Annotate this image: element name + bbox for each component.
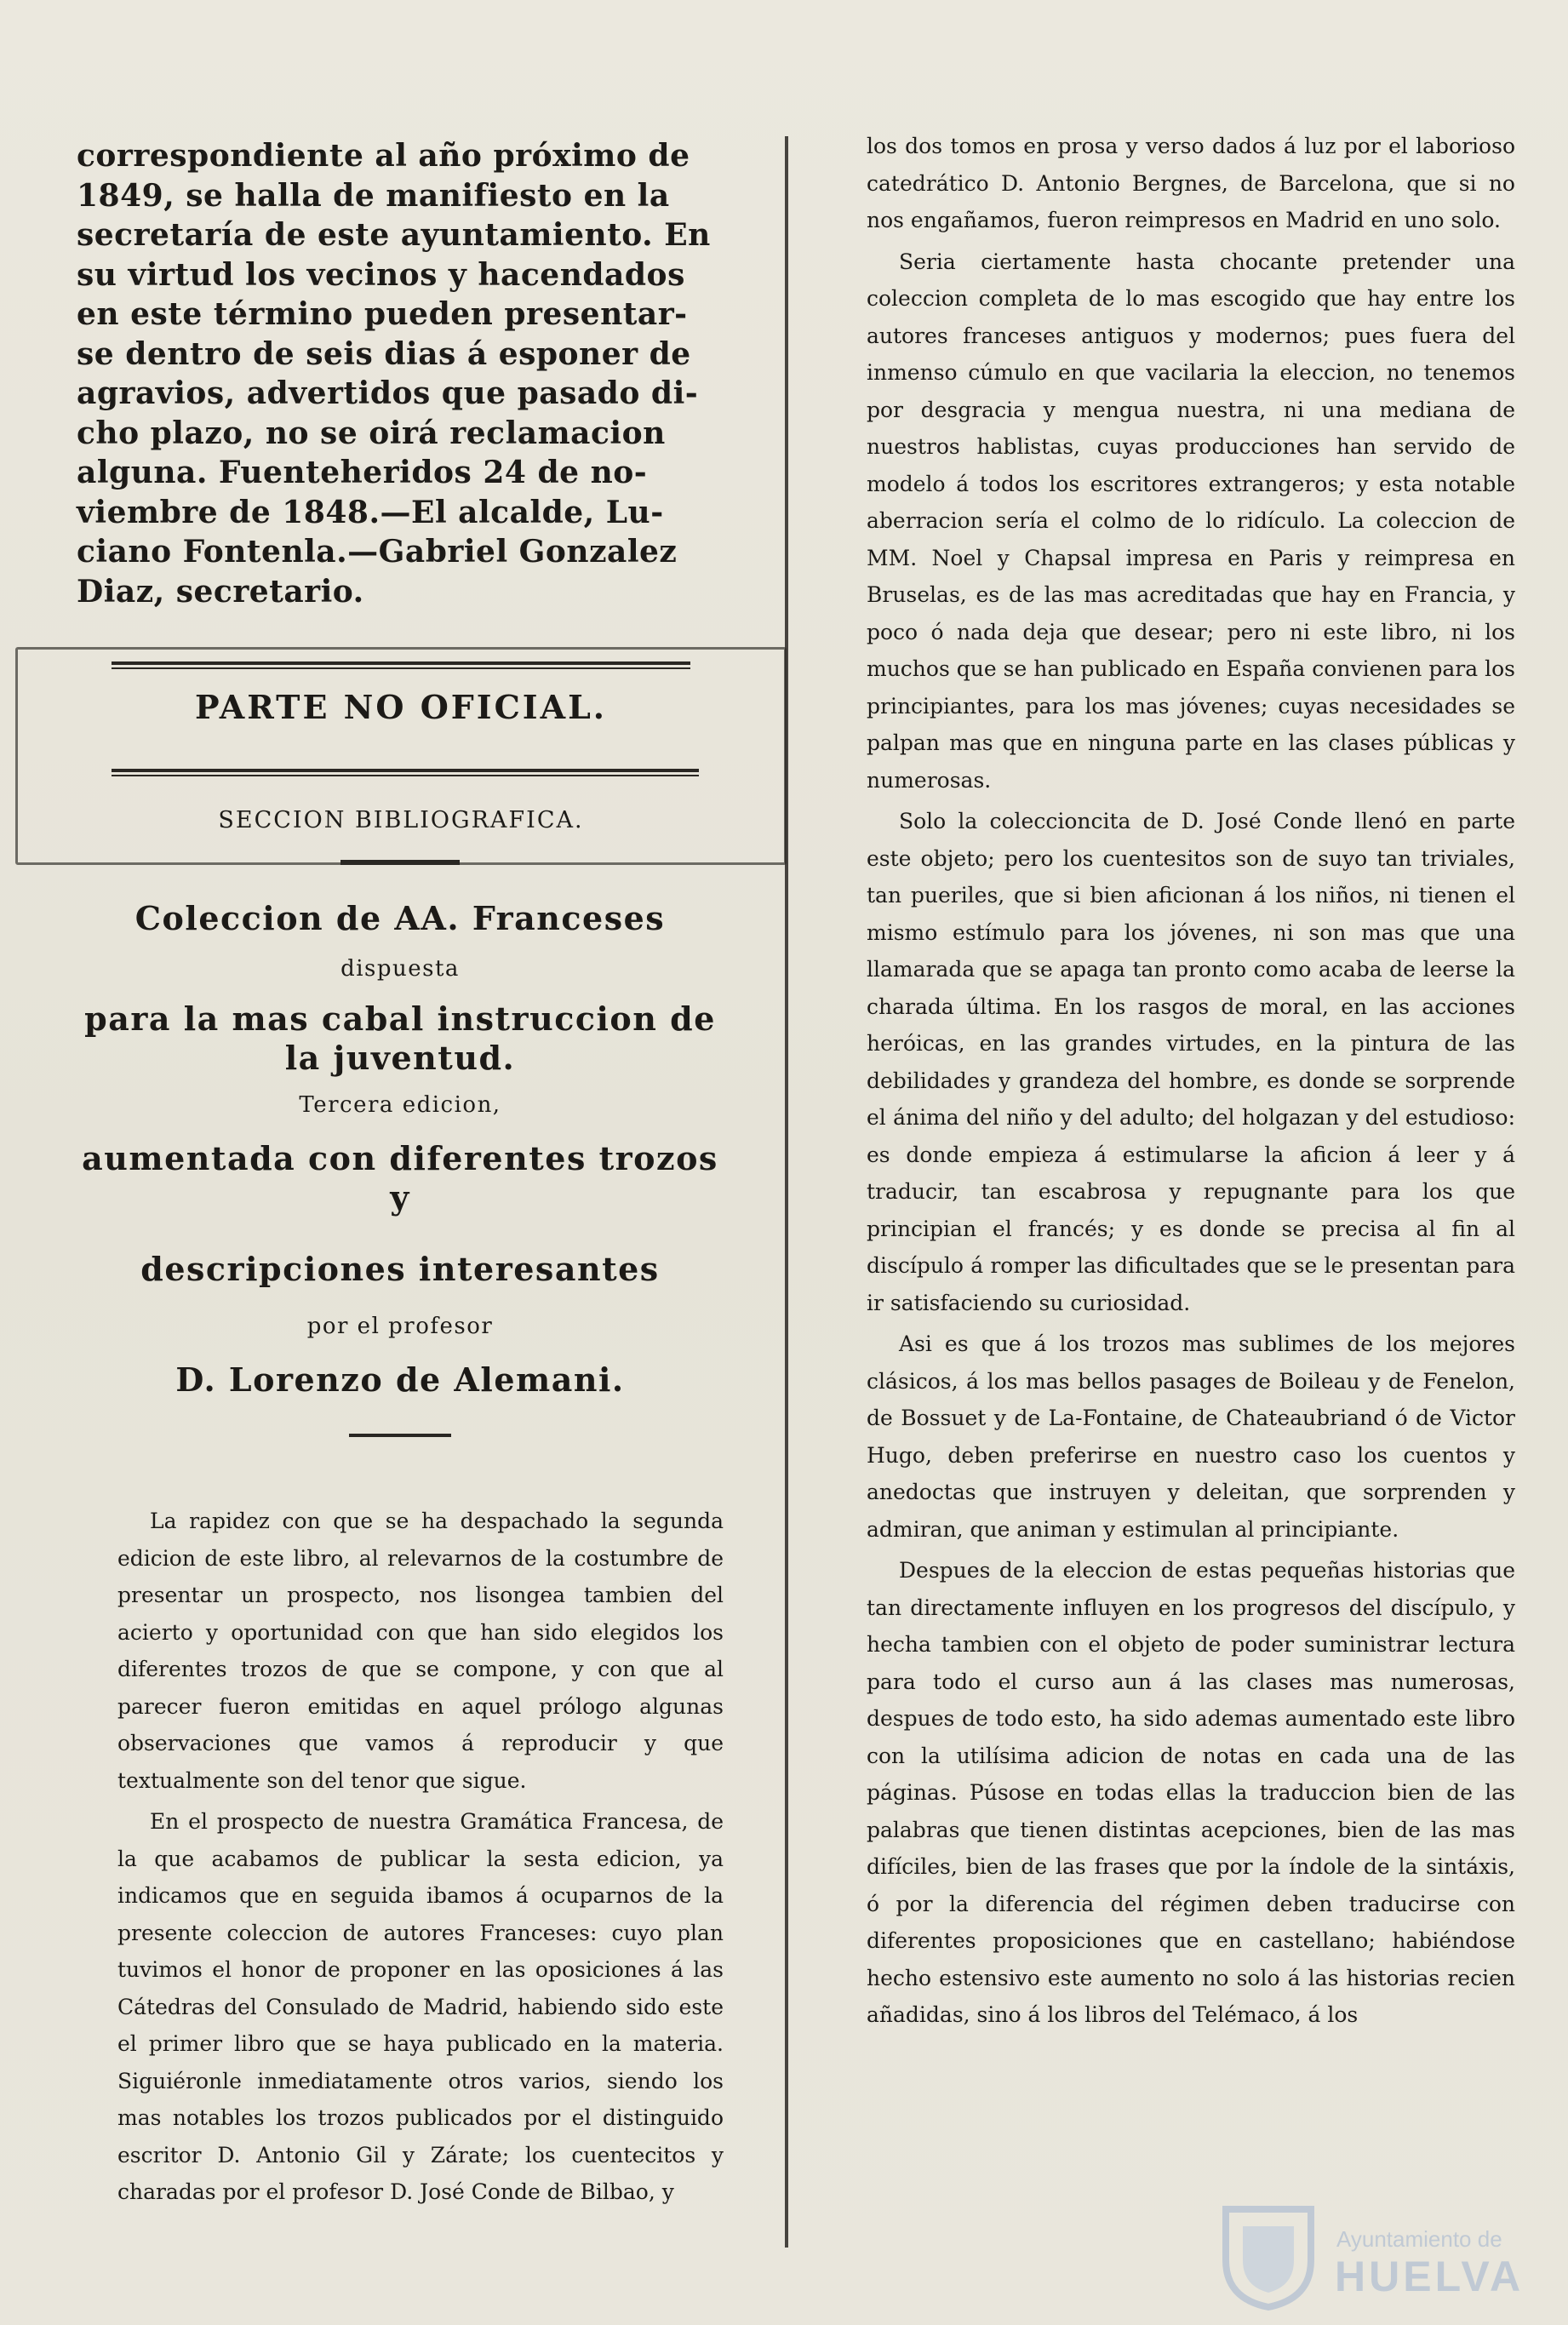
municipal-notice	[77, 136, 724, 611]
banner-title: PARTE NO OFICIAL.	[194, 688, 608, 726]
double-rule	[112, 661, 690, 669]
paragraph: Solo la coleccioncita de D. José Conde llenó en parte este objeto; pero los cuentesitos son de suyo tan triviales, tan pueriles, que si bien aficionan á los niños, ni tienen el mismo estímulo para los jóvenes, ni son mas que una llamarada que se apaga tan pronto como acaba de leerse la charada última. En los rasgos de moral, en las acciones heróicas, en las grandes virtudes, en la pintura de las debilidades y grandeza del hombre, es donde se sorprende el ánima del niño y del adulto; del holgazan y del estudioso: es donde empieza á estimularse la aficion á leer y á traducir, tan escabrosa y repugnante para los que principian el francés; y es donde se precisa al fin al discípulo á romper las dificultades que se le presentan para ir satisfaciendo su curiosidad.	[867, 809, 1515, 1315]
book-announcement	[77, 860, 724, 1437]
right-body-text	[867, 128, 1515, 2038]
notice-line: viembre de 1848.—El alcalde, Lu-	[77, 494, 664, 530]
book-by: por el profesor	[306, 1314, 494, 1339]
notice-line: alguna. Fuenteheridos 24 de no-	[77, 455, 648, 490]
notice-line: secretaría de este ayuntamiento. En	[77, 217, 711, 253]
notice-line: 1849, se halla de manifiesto en la	[77, 177, 670, 214]
section-title: SECCION BIBLIOGRAFICA.	[218, 807, 584, 833]
paragraph: La rapidez con que se ha despachado la segunda edicion de este libro, al relevarnos de la costumbre de presentar un prospecto, nos lisongea tambien del acierto y oportunidad con que han sido elegidos los diferentes trozos de que se compone, y con que al parecer fueron emitidas en aquel prólogo algunas observaciones que vamos á reproducir y que textualmente son del tenor que sigue.	[117, 1509, 724, 1793]
paragraph: Despues de la eleccion de estas pequeñas historias que tan directamente influyen en los progresos del discípulo, y hecha tambien con el objeto de poder suministrar lectura para todo el curso aun á las clases mas numerosas, despues de todo esto, ha sido ademas aumentado este libro con la utilísima adicion de notas en cada una de las páginas. Púsose en todas ellas la traduccion bien de las palabras que tienen distintas acepciones, bien de las mas difíciles, bien de las frases que por la índole de la sintáxis, ó por la diferencia del régimen deben traducirse con diferentes proposiciones que en castellano; habiéndose hecho estensivo este aumento no solo á las historias recien añadidas, sino á los libros del Telémaco, á los	[867, 1558, 1515, 2027]
ornamental-rule	[349, 1434, 451, 1437]
left-column	[77, 136, 724, 611]
notice-line: se dentro de seis dias á esponer de	[77, 335, 691, 372]
column-divider	[785, 136, 788, 2248]
unofficial-section-banner	[15, 647, 787, 865]
paragraph: Asi es que á los trozos mas sublimes de los mejores clásicos, á los mas bellos pasages de Boileau y de Fenelon, de Bossuet y de La-Fontaine, de Chateaubriand ó de Victor Hugo, deben preferirse en nuestro caso los cuentos y anedoctas que instruyen y deleitan, que sorprenden y admiran, que animan y estimulan al principiante.	[867, 1331, 1515, 1542]
left-body-text	[117, 1503, 724, 2215]
book-title: Coleccion de AA. Franceses	[134, 899, 666, 937]
paragraph: Seria ciertamente hasta chocante pretender una coleccion completa de lo mas escogido que hay entre los autores franceses antiguos y modernos; pues fuera del inmenso cúmulo en que vacilaria la eleccion, no tenemos por desgracia y mengua nuestra, ni una mediana de nuestros hablistas, cuyas producciones han servido de modelo á todos los escritores extrangeros; y esta notable aberracion sería el colmo de lo ridículo. La coleccion de MM. Noel y Chapsal impresa en Paris y reimpresa en Bruselas, es de las mas acreditadas que hay en Francia, y poco ó nada deja que desear; pero ni este libro, ni los muchos que se han publicado en España convienen para los principiantes, para los mas jóvenes; cuyas necesidades se palpan mas que en ninguna parte en las clases públicas y numerosas.	[867, 249, 1515, 793]
notice-line: cho plazo, no se oirá reclamacion	[77, 415, 666, 451]
watermark-small-text: Ayuntamiento de	[1336, 2226, 1502, 2252]
book-descriptions: descripciones interesantes	[140, 1250, 660, 1288]
shield-icon	[1217, 2201, 1319, 2311]
book-dispuesta: dispuesta	[340, 956, 460, 982]
notice-line: ciano Fontenla.—Gabriel Gonzalez	[77, 534, 678, 570]
paragraph: En el prospecto de nuestra Gramática Francesa, de la que acabamos de publicar la sesta edicion, ya indicamos que en seguida ibamos á ocuparnos de la presente coleccion de autores Franceses: cuyo plan tuvimos el honor de proponer en las oposiciones á las Cátedras del Consulado de Madrid, habiendo sido este el primer libro que se haya publicado en la materia. Siguiéronle inmediatamente otros varios, siendo los mas notables los trozos publicados por el distinguido escritor D. Antonio Gil y Zárate; los cuentecitos y charadas por el profesor D. José Conde de Bilbao, y	[117, 1809, 724, 2204]
notice-line: correspondiente al año próximo de	[77, 138, 690, 174]
book-edition: Tercera edicion,	[299, 1092, 501, 1118]
book-author: D. Lorenzo de Alemani.	[175, 1360, 625, 1399]
paragraph: los dos tomos en prosa y verso dados á luz por el laborioso catedrático D. Antonio Bergnes, de Barcelona, que si no nos engañamos, fueron reimpresos en Madrid en uno solo.	[867, 134, 1515, 232]
notice-line: en este término pueden presentar-	[77, 296, 688, 332]
notice-line: agravios, advertidos que pasado di-	[77, 375, 699, 411]
book-augmented: aumentada con diferentes trozos y	[82, 1139, 718, 1217]
notice-line: Diaz, secretario.	[77, 573, 364, 610]
ornamental-rule	[340, 860, 460, 865]
notice-line: su virtud los vecinos y hacendados	[77, 256, 685, 293]
watermark-big-text: HUELVA	[1335, 2253, 1525, 2300]
book-purpose: para la mas cabal instruccion de la juventud.	[84, 999, 716, 1077]
double-rule	[112, 769, 699, 776]
ayuntamiento-watermark	[1217, 2201, 1558, 2311]
